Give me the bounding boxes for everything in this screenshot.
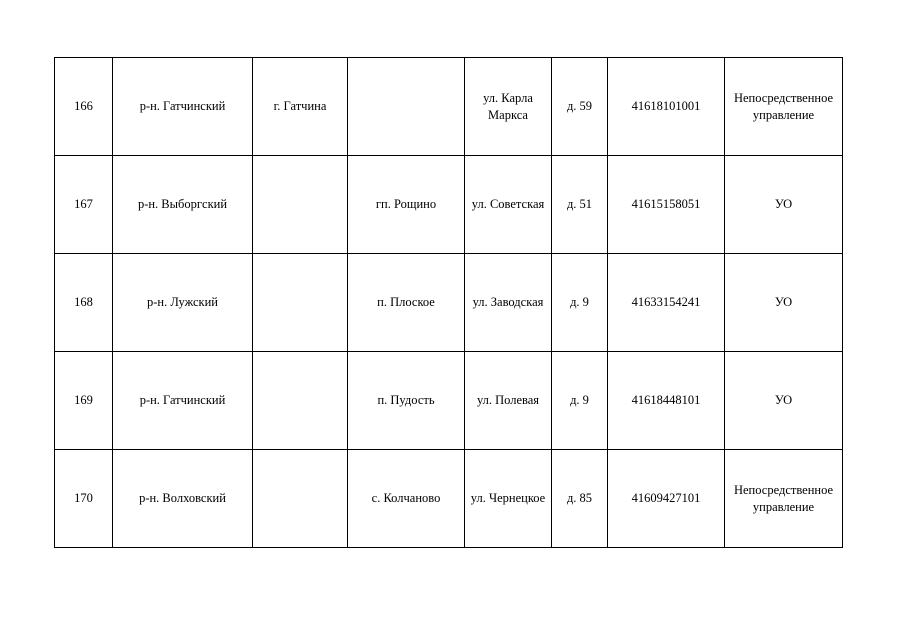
street-cell: ул. Карла Маркса bbox=[465, 58, 552, 156]
settlement-cell: п. Плоское bbox=[348, 254, 465, 352]
table-body bbox=[55, 58, 843, 548]
table-row bbox=[55, 58, 843, 156]
settlement-cell: гп. Рощино bbox=[348, 156, 465, 254]
row-number-cell: 170 bbox=[55, 450, 113, 548]
housing-registry-table bbox=[54, 57, 843, 548]
street-cell: ул. Чернецкое bbox=[465, 450, 552, 548]
street-cell: ул. Заводская bbox=[465, 254, 552, 352]
district-cell: р-н. Лужский bbox=[113, 254, 253, 352]
management-type-cell: Непосредственное управление bbox=[725, 450, 843, 548]
house-number-cell: д. 51 bbox=[552, 156, 608, 254]
street-cell: ул. Полевая bbox=[465, 352, 552, 450]
city-cell bbox=[253, 450, 348, 548]
settlement-cell: с. Колчаново bbox=[348, 450, 465, 548]
house-number-cell: д. 85 bbox=[552, 450, 608, 548]
oktmo-code-cell: 41609427101 bbox=[608, 450, 725, 548]
street-cell: ул. Советская bbox=[465, 156, 552, 254]
house-number-cell: д. 9 bbox=[552, 352, 608, 450]
city-cell bbox=[253, 156, 348, 254]
oktmo-code-cell: 41618448101 bbox=[608, 352, 725, 450]
house-number-cell: д. 9 bbox=[552, 254, 608, 352]
oktmo-code-cell: 41615158051 bbox=[608, 156, 725, 254]
row-number-cell: 169 bbox=[55, 352, 113, 450]
row-number-cell: 167 bbox=[55, 156, 113, 254]
city-cell bbox=[253, 254, 348, 352]
oktmo-code-cell: 41633154241 bbox=[608, 254, 725, 352]
management-type-cell: Непосредственное управление bbox=[725, 58, 843, 156]
house-number-cell: д. 59 bbox=[552, 58, 608, 156]
oktmo-code-cell: 41618101001 bbox=[608, 58, 725, 156]
management-type-cell: УО bbox=[725, 352, 843, 450]
district-cell: р-н. Волховский bbox=[113, 450, 253, 548]
settlement-cell bbox=[348, 58, 465, 156]
district-cell: р-н. Гатчинский bbox=[113, 352, 253, 450]
row-number-cell: 166 bbox=[55, 58, 113, 156]
table-row bbox=[55, 450, 843, 548]
row-number-cell: 168 bbox=[55, 254, 113, 352]
table-row bbox=[55, 156, 843, 254]
management-type-cell: УО bbox=[725, 156, 843, 254]
district-cell: р-н. Выборгский bbox=[113, 156, 253, 254]
district-cell: р-н. Гатчинский bbox=[113, 58, 253, 156]
city-cell bbox=[253, 352, 348, 450]
table-row bbox=[55, 352, 843, 450]
table-row bbox=[55, 254, 843, 352]
city-cell: г. Гатчина bbox=[253, 58, 348, 156]
management-type-cell: УО bbox=[725, 254, 843, 352]
settlement-cell: п. Пудость bbox=[348, 352, 465, 450]
